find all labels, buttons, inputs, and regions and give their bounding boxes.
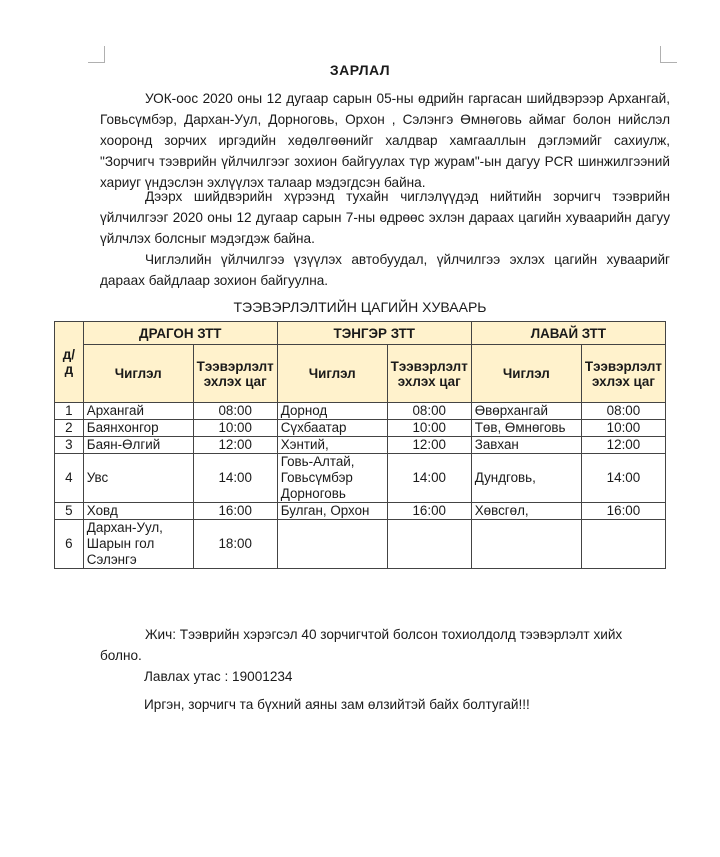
paragraph-3: Чиглэлийн үйлчилгээ үзүүлэх автобуудал, үйлчилгээ эхлэх цагийн хуваарийг дараах байдлаар зохион байгуулна.: [100, 252, 670, 288]
table-row: [55, 420, 666, 437]
time-cell: 12:00: [387, 437, 471, 454]
route-cell: Говь-Алтай, Говьсүмбэр Дорноговь: [277, 454, 387, 503]
route-cell: Дундговь,: [471, 454, 581, 503]
row-number: 3: [55, 437, 84, 454]
table-row: [55, 403, 666, 420]
route-cell: Төв, Өмнөговь: [471, 420, 581, 437]
document-title: ЗАРЛАЛ: [329, 62, 391, 78]
route-header: Чиглэл: [277, 345, 387, 403]
time-cell: 12:00: [581, 437, 665, 454]
route-cell: Дорнод: [277, 403, 387, 420]
route-header: Чиглэл: [471, 345, 581, 403]
route-cell: Хэнтий,: [277, 437, 387, 454]
schedule-title: ТЭЭВЭРЛЭЛТИЙН ЦАГИЙН ХУВААРЬ: [233, 299, 487, 315]
time-header: Тээвэрлэлт эхлэх цаг: [581, 345, 665, 403]
route-cell: [277, 520, 387, 569]
row-number: 2: [55, 420, 84, 437]
closing-wish: Иргэн, зорчигч та бүхний аяны зам өлзийтэй байх болтугай!!!: [144, 697, 530, 712]
time-cell: 14:00: [581, 454, 665, 503]
time-cell: 08:00: [193, 403, 277, 420]
time-cell: 10:00: [581, 420, 665, 437]
time-cell: 08:00: [581, 403, 665, 420]
time-header: Тээвэрлэлт эхлэх цаг: [387, 345, 471, 403]
route-cell: Өвөрхангай: [471, 403, 581, 420]
table-row: [55, 520, 666, 569]
route-cell: Увс: [83, 454, 193, 503]
route-cell: Ховд: [83, 503, 193, 520]
table-row: [55, 454, 666, 503]
table-row: [55, 437, 666, 454]
number-header: д/ д: [55, 322, 84, 403]
time-cell: [387, 520, 471, 569]
phone-line: Лавлах утас : 19001234: [144, 669, 293, 684]
row-number: 4: [55, 454, 84, 503]
route-cell: Дархан-Уул, Шарын гол Сэлэнгэ: [83, 520, 193, 569]
row-number: 5: [55, 503, 84, 520]
schedule-rows: [55, 403, 666, 569]
time-cell: 10:00: [193, 420, 277, 437]
station-header-lavai: ЛАВАЙ ЗТТ: [471, 322, 665, 345]
time-cell: 14:00: [193, 454, 277, 503]
route-cell: [471, 520, 581, 569]
time-cell: 12:00: [193, 437, 277, 454]
route-cell: Сүхбаатар: [277, 420, 387, 437]
row-number: 6: [55, 520, 84, 569]
time-cell: 08:00: [387, 403, 471, 420]
page-corner-mark-right: [660, 46, 677, 63]
time-cell: 18:00: [193, 520, 277, 569]
time-cell: 16:00: [387, 503, 471, 520]
route-cell: Баянхонгор: [83, 420, 193, 437]
route-cell: Завхан: [471, 437, 581, 454]
time-cell: 10:00: [387, 420, 471, 437]
route-cell: Булган, Орхон: [277, 503, 387, 520]
paragraph-2: Дээрх шийдвэрийн хүрээнд тухайн чиглэлүүдэд нийтийн зорчигч тээврийн үйлчилгээг 2020 оны 12 дугаар сарын 7-ны өдрөөс эхлэн дараах цагийн хуваарийн дагуу үйлчлэх болсныг мэдэгдэж байна.: [100, 189, 670, 246]
time-cell: 16:00: [581, 503, 665, 520]
paragraph-1: УОК-оос 2020 оны 12 дугаар сарын 05-ны өдрийн гаргасан шийдвэрээр Архангай, Говьсүмбэр, Дархан-Уул, Дорноговь, Орхон , Сэлэнгэ Өмнөговь аймаг болон нийслэл хооронд зорчих иргэдийн хөдөлгөөнийг халдвар хамгааллын дэглэмийг сахиулж, "Зорчигч тээврийн үйлчилгээг зохион байгуулах түр журам"-ын дагуу PCR шинжилгээний хариуг үндэслэн эхлүүлэх талаар мэдэгдсэн байна.: [100, 91, 670, 190]
route-cell: Архангай: [83, 403, 193, 420]
time-cell: [581, 520, 665, 569]
time-cell: 14:00: [387, 454, 471, 503]
station-header-tenger: ТЭНГЭР ЗТТ: [277, 322, 471, 345]
route-cell: Баян-Өлгий: [83, 437, 193, 454]
station-header-dragon: ДРАГОН ЗТТ: [83, 322, 277, 345]
time-cell: 16:00: [193, 503, 277, 520]
schedule-table: [54, 321, 666, 569]
note-text: Жич: Тээврийн хэрэгсэл 40 зорчигчтой болсон тохиолдолд тээвэрлэлт хийх болно.: [100, 627, 623, 663]
page-corner-mark-left: [88, 46, 105, 63]
route-cell: Хөвсгөл,: [471, 503, 581, 520]
route-header: Чиглэл: [83, 345, 193, 403]
row-number: 1: [55, 403, 84, 420]
time-header: Тээвэрлэлт эхлэх цаг: [193, 345, 277, 403]
table-row: [55, 503, 666, 520]
